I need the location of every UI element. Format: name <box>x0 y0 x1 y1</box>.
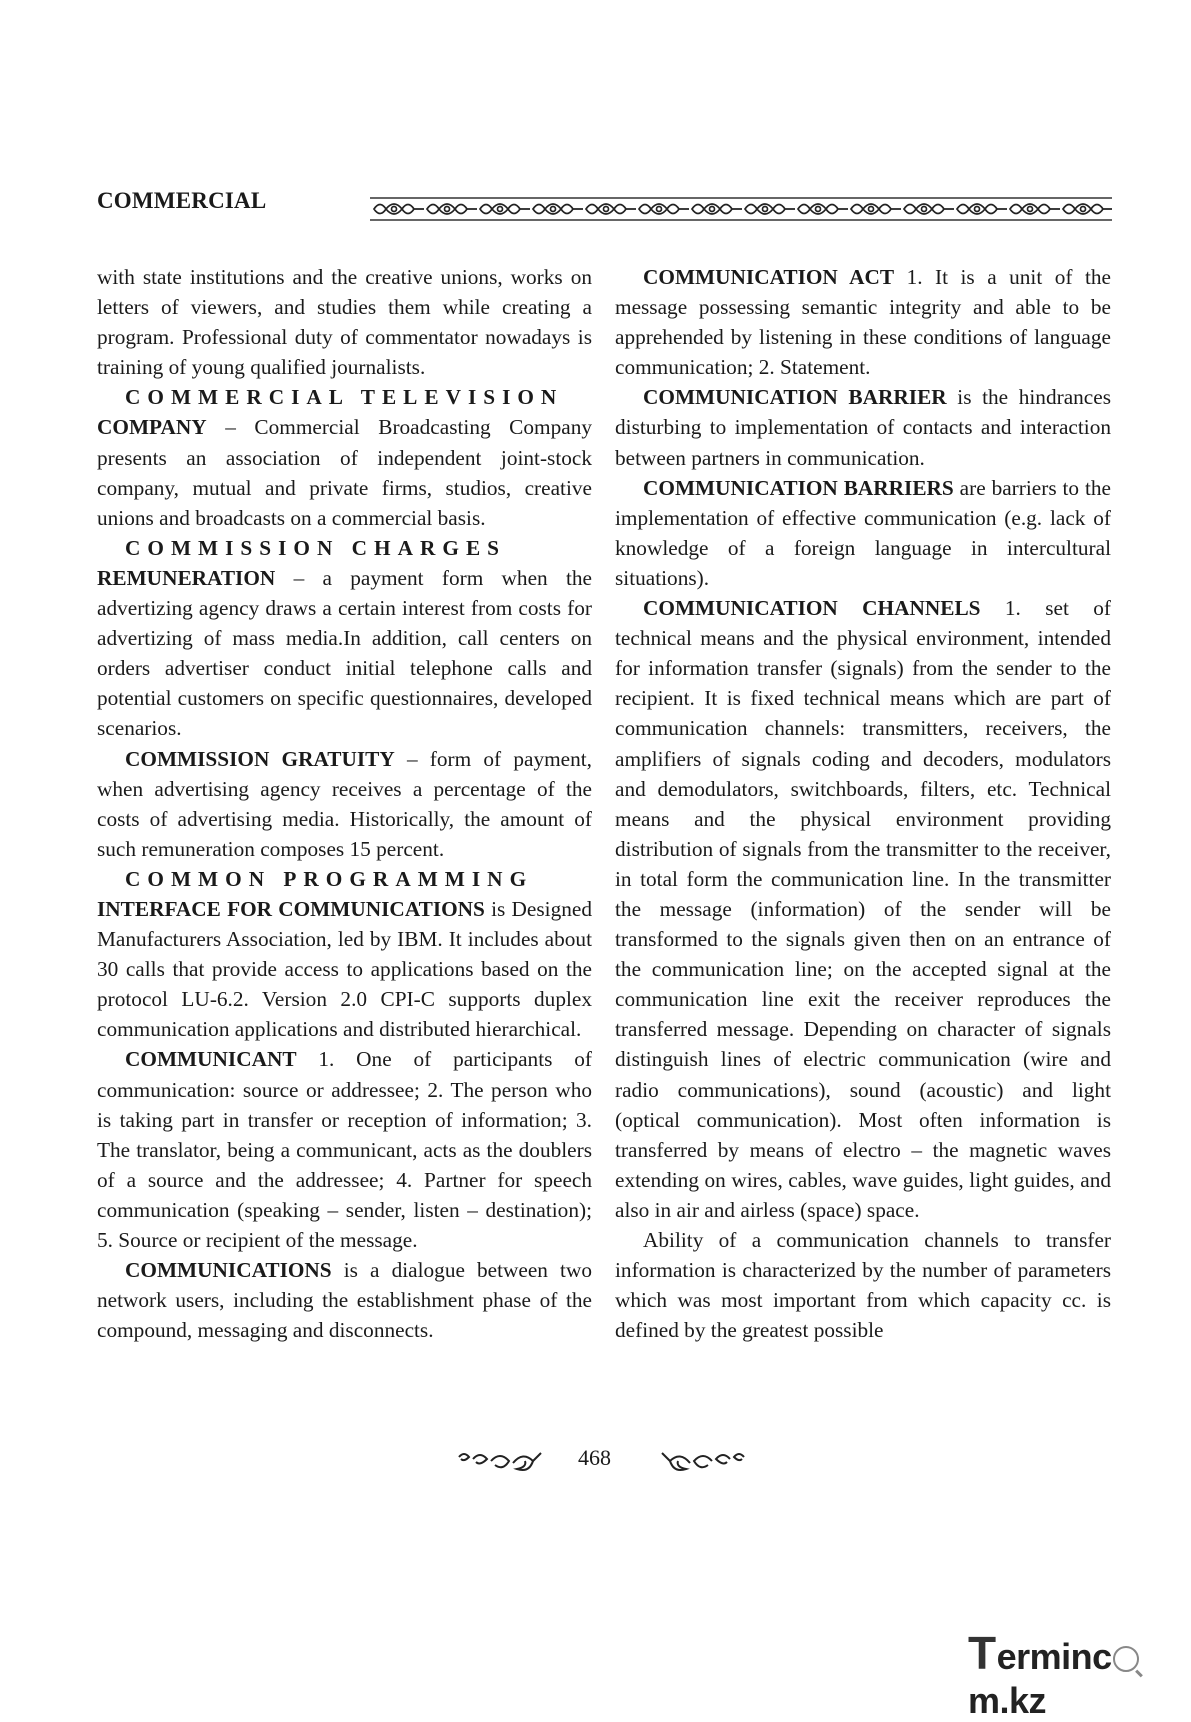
running-title: COMMERCIAL <box>97 188 267 213</box>
entry-commission-charges-remuneration <box>97 533 592 744</box>
entry-term-continued: INTERFACE FOR COMMUNICATIONS <box>97 896 485 921</box>
footer-ornament-right-icon <box>660 1447 748 1477</box>
entry-term: COMMON PROGRAMMING <box>125 866 534 891</box>
site-watermark-logo: Termincm.kz <box>968 1626 1191 1722</box>
page-number: 468 <box>578 1445 611 1470</box>
entry-common-programming-interface <box>97 864 592 1045</box>
right-column <box>615 262 1111 1345</box>
entry-communicant <box>97 1044 592 1255</box>
entry-definition: – a payment form when the advertizing agency draws a certain interest from costs for advertizing of mass media.In addition, call centers on orders advertiser conduct initial telephone calls and potential customers on specific questionnaires, developed scenarios. <box>97 565 592 741</box>
entry-term: COMMUNICATION BARRIER <box>643 385 947 410</box>
paragraph-text: Ability of a communication channels to transfer information is characterized by the number of parameters which was most important from which capacity cc. is defined by the greatest possible <box>615 1228 1111 1343</box>
continuation-paragraph <box>615 1225 1111 1345</box>
entry-communication-barriers <box>615 473 1111 593</box>
entry-definition: are barriers to the implementation of effective communication (e.g. lack of knowledge of a foreign language in intercultural situations). <box>615 475 1111 590</box>
entry-communication-barrier <box>615 382 1111 472</box>
entry-definition: – Commercial Broadcasting Company presents an association of independent joint-stock company, mutual and private firms, studios, creative unions and broadcasts on a commercial basis. <box>97 415 592 530</box>
entry-term-continued: REMUNERATION <box>97 565 276 590</box>
left-column <box>97 262 592 1345</box>
entry-term: COMMISSION CHARGES <box>125 535 507 560</box>
entry-term: COMMISSION GRATUITY <box>125 746 395 771</box>
entry-term: COMMUNICATION ACT <box>643 265 895 289</box>
entry-term: COMMUNICANT <box>125 1047 297 1072</box>
entry-definition: is the hindrances disturbing to implementation of contacts and interaction between partners in communication. <box>615 385 1111 470</box>
entry-definition: 1. One of participants of communication: source or addressee; 2. The person who is taking part in transfer or reception of information; 3. The translator, being a communicant, acts as the doublers of a source and the addressee; 4. Partner for speech communication (speaking – sender, listen – destination); 5. Source or recipient of the message. <box>97 1047 592 1252</box>
entry-definition: is a dialogue between two network users, including the establishment phase of the compound, messaging and disconnects. <box>97 1258 592 1343</box>
entry-term: COMMUNICATIONS <box>125 1258 332 1283</box>
continued-paragraph <box>97 262 592 382</box>
entry-commercial-television-company <box>97 382 592 532</box>
entry-term-continued: COMPANY <box>97 415 207 440</box>
entry-term: COMMUNICATION CHANNELS <box>643 596 981 621</box>
entry-commission-gratuity <box>97 744 592 864</box>
entry-communication-channels <box>615 593 1111 1225</box>
entry-definition: is Designed Manufacturers Association, led by IBM. It includes about 30 calls that provide access to applications based on the protocol LU-6.2. Version 2.0 CPI-C supports duplex communication applications and distributed hierarchical. <box>97 896 592 1042</box>
entry-communications <box>97 1255 592 1345</box>
entry-definition: – form of payment, when advertising agency receives a percentage of the costs of advertising media. Historically, the amount of such remuneration composes 15 percent. <box>97 746 592 861</box>
entry-definition: 1. It is a unit of the message possessing semantic integrity and able to be apprehended by listening in these conditions of language communication; 2. Statement. <box>615 265 1111 380</box>
paragraph-text: with state institutions and the creative unions, works on letters of viewers, and studies them while creating a program. Professional duty of commentator nowadays is training of young qualified journalists. <box>97 265 592 380</box>
entry-term: COMMERCIAL TELEVISION <box>125 385 564 410</box>
footer-ornament-left-icon <box>455 1447 543 1477</box>
entry-communication-act <box>615 262 1111 382</box>
entry-term: COMMUNICATION BARRIERS <box>643 475 954 500</box>
entry-definition: 1. set of technical means and the physical environment, intended for information transfer (signals) from the sender to the recipient. It is fixed technical means which are part of communication channels: transmitters, receivers, the amplifiers of signals coding and decoders, modulators and demodulators, switchboards, filters, etc. Technical means and the physical environment providing distribution of signals from the transmitter to the receiver, in total form the communication line. In the transmitter the message (information) of the sender will be transformed to the signals given then on an entrance of the communication line; on the accepted signal at the communication line exit the receiver reproduces the transferred message. Depending on character of signals distinguish lines of electric communication (wire and radio communications), sound (acoustic) and light (optical communication). Most often information is transferred by means of electro – the magnetic waves extending on wires, cables, wave guides, light guides, and also in air and airless (space) space. <box>615 596 1112 1222</box>
header-ornament-band <box>370 194 1112 224</box>
